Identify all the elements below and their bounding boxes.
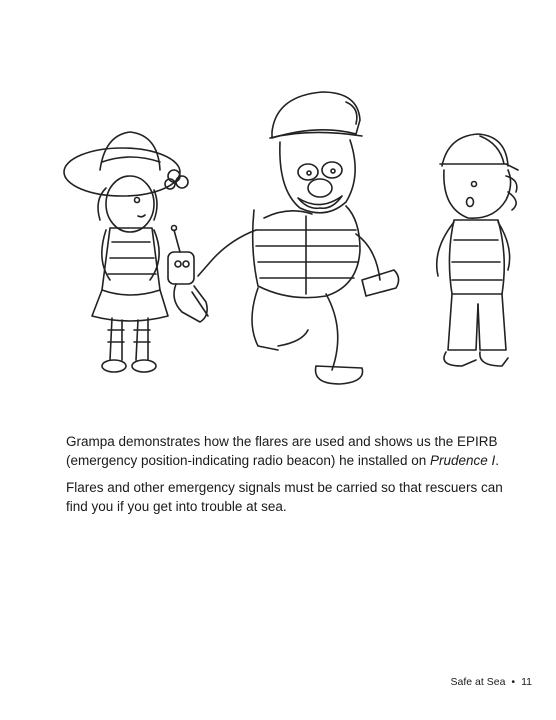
coloring-illustration [50,80,530,400]
footer-separator: • [511,676,516,688]
grampa-figure [168,92,399,384]
footer-title: Safe at Sea [450,676,506,688]
boat-name: Prudence I [429,453,496,468]
boy-figure [437,134,518,366]
girl-figure [64,132,188,372]
page-number: 11 [521,676,532,688]
paragraph-epirb-lead: Grampa demonstrates how the flares are used and shows us the EPIRB (emergency position-indicating radio beacon) he installed on [66,434,498,468]
coloring-illustration-svg [50,80,530,400]
body-text [66,432,506,524]
paragraph-epirb [66,432,506,470]
page-footer [451,676,532,688]
paragraph-flares: Flares and other emergency signals must be carried so that rescuers can find you if you get into trouble at sea. [66,480,503,514]
paragraph-epirb-end: . [495,453,500,468]
